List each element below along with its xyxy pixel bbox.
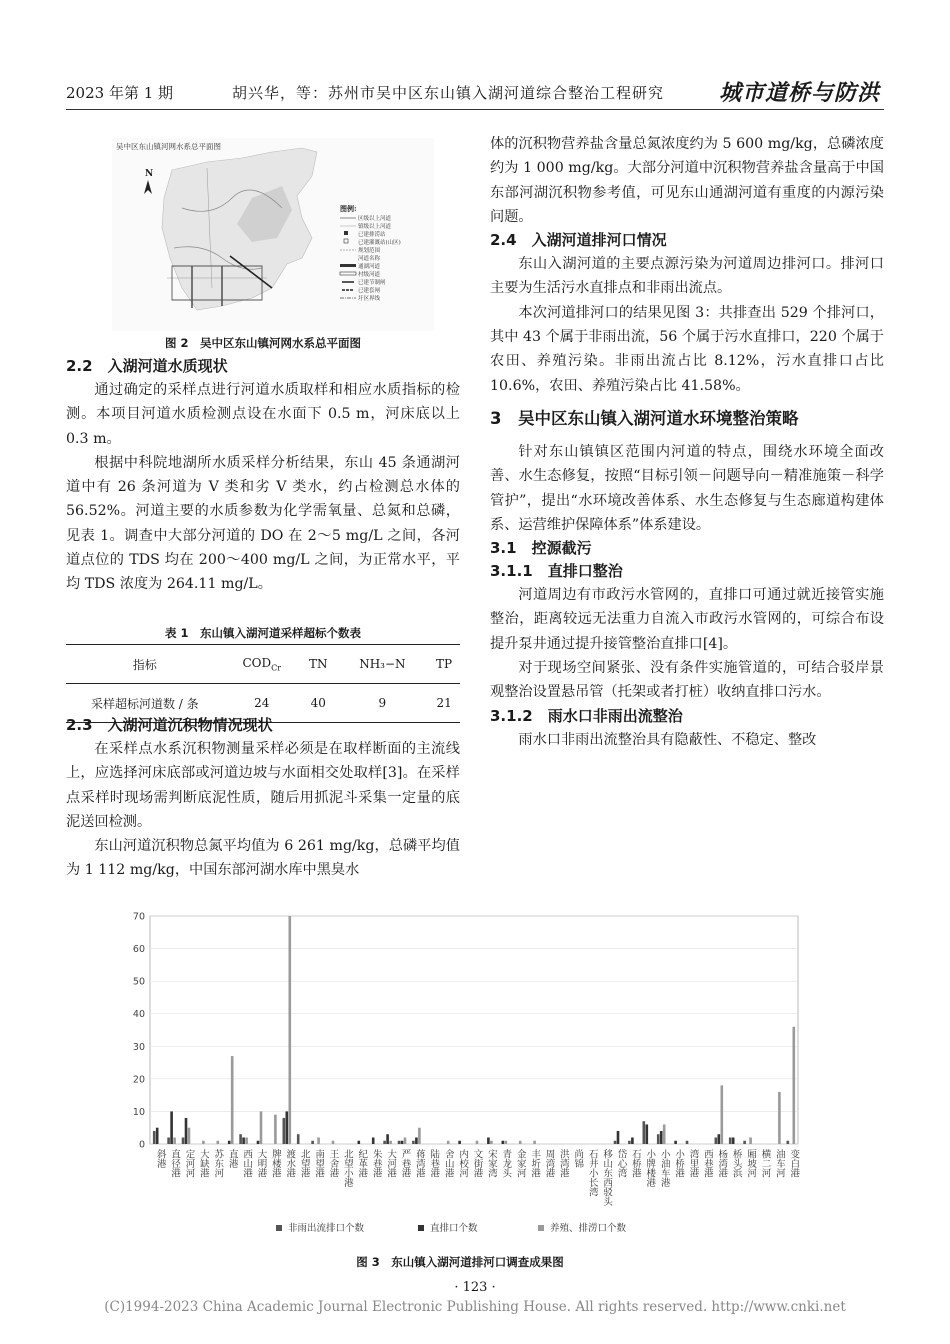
bar-1 <box>398 1141 401 1144</box>
x-tick-label: 尚锦 <box>572 1149 584 1168</box>
left-column-lower <box>66 714 460 883</box>
table-cell: 21 <box>428 684 460 723</box>
bar-2 <box>674 1141 677 1144</box>
x-tick-label: 厢坡河 <box>745 1149 757 1178</box>
section-3-1-2-heading: 3.1.2 雨水口非雨出流整治 <box>490 706 683 725</box>
bar-3 <box>447 1141 450 1144</box>
bar-3 <box>216 1141 219 1144</box>
bar-1 <box>412 1141 415 1144</box>
bar-3 <box>202 1141 205 1144</box>
bar-2 <box>242 1137 245 1144</box>
left-column-upper <box>66 355 460 597</box>
page-number: · 123 · <box>454 1280 496 1295</box>
legend-item: 圩区界线 <box>358 296 381 302</box>
table-header-cell: $COD_{Cr}$ <box>224 645 300 684</box>
bar-2 <box>718 1134 721 1144</box>
legend-label: 非雨出流排口个数 <box>288 1223 365 1234</box>
legend-item: 已建节制闸 <box>358 280 386 286</box>
x-tick-label: 石桥港 <box>629 1149 641 1178</box>
x-tick-label: 移山东西驳头 <box>601 1149 613 1206</box>
bar-2 <box>286 1111 289 1144</box>
bar-1 <box>153 1131 156 1144</box>
section-2-3-heading: 2.3 入湖河道沉积物情况现状 <box>66 716 273 734</box>
map-title: 吴中区东山镇河网水系总平面图 <box>116 142 221 151</box>
x-tick-label: 纪革港 <box>356 1149 368 1178</box>
x-tick-label: 直港 <box>226 1149 238 1168</box>
paragraph: 东山入湖河道的主要点源污染为河道周边排河口。排河口主要为生活污水直排点和非雨出流点。 <box>490 256 884 297</box>
plot-area <box>150 916 798 1144</box>
bar-1 <box>787 1141 790 1144</box>
right-column <box>490 132 884 752</box>
section-3-1-1-heading: 3.1.1 直排口整治 <box>490 562 623 581</box>
bar-1 <box>614 1141 617 1144</box>
journal-issue: 2023 年第 1 期 <box>66 84 174 102</box>
x-tick-label: 横二河 <box>759 1149 771 1178</box>
bar-1 <box>643 1121 646 1144</box>
section-2-2-heading: 2.2 入湖河道水质现状 <box>66 357 228 375</box>
bar-3 <box>389 1141 392 1144</box>
x-tick-label: 南望港 <box>313 1149 325 1178</box>
legend-label: 养殖、排涝口个数 <box>550 1223 627 1234</box>
legend-item: 已建套闸 <box>358 288 381 294</box>
bar-3 <box>720 1085 723 1144</box>
bar-2 <box>372 1137 375 1144</box>
y-tick-label: 40 <box>132 1009 145 1021</box>
bar-3 <box>274 1115 277 1144</box>
paragraph: 河道周边有市政污水管网的，直排口可通过就近接管实施整治，距离较远无法重力自流入市政污水管网的，可综合布设提升泵井通过提升接管整治直排口[4]。 <box>490 587 884 652</box>
table-cell: 40 <box>300 684 337 723</box>
header-rule <box>66 109 884 110</box>
x-tick-label: 大缺港 <box>197 1149 209 1178</box>
paragraph: 针对东山镇镇区范围内河道的特点，围绕水环境全面改善、水生态修复，按照“目标引领－问题导向－精准施策－科学管护”，提出“水环境改善体系、水生态修复与生态廊道构建体系、运营维护保障体系”体系建设。 <box>490 443 884 533</box>
bar-3 <box>778 1092 781 1144</box>
bar-1 <box>743 1141 746 1144</box>
bar-1 <box>283 1118 286 1144</box>
bar-2 <box>415 1137 418 1144</box>
x-tick-label: 小桥港 <box>673 1149 685 1178</box>
bar-2 <box>631 1137 634 1144</box>
legend-title: 图例: <box>340 204 357 213</box>
x-tick-label: 石井小长湾 <box>586 1149 598 1197</box>
y-tick-label: 10 <box>132 1106 145 1118</box>
x-tick-label: 油车河 <box>773 1149 785 1178</box>
x-tick-label: 杨湾港 <box>716 1149 728 1178</box>
bar-3 <box>245 1137 248 1144</box>
running-title: 胡兴华，等：苏州市吴中区东山镇入湖河道综合整治工程研究 <box>232 84 665 102</box>
paragraph: 在采样点水系沉积物测量采样必须是在取样断面的主流线上，应选择河床底部或河道边坡与水面相交处取样[3]。在采样点采样时现场需判断底泥性质，随后用抓泥斗采集一定量的底泥送回检测。 <box>66 741 460 830</box>
bar-3 <box>504 1141 507 1144</box>
bar-1 <box>311 1141 314 1144</box>
bar-3 <box>173 1137 176 1144</box>
figure3-bar-chart <box>118 904 802 1244</box>
x-tick-label: 丰圻港 <box>529 1149 541 1178</box>
bar-3 <box>418 1128 421 1144</box>
copyright-line: (C)1994-2023 China Academic Journal Electronic Publishing House. All rights reserved. http://www.cnki.net <box>104 1299 846 1315</box>
x-tick-label: 小牌楼港 <box>644 1149 656 1187</box>
x-tick-label: 岱心湾 <box>615 1149 627 1178</box>
x-tick-label: 变白港 <box>788 1149 800 1178</box>
x-tick-label: 大明港 <box>255 1149 267 1178</box>
bar-3 <box>317 1137 320 1144</box>
bar-2 <box>156 1128 159 1144</box>
legend-swatch <box>276 1225 282 1231</box>
bar-1 <box>239 1134 242 1144</box>
section-3-heading: 3 吴中区东山镇入湖河道水环境整治策略 <box>490 408 799 428</box>
figure2-map <box>112 138 434 331</box>
legend-swatch <box>538 1225 544 1231</box>
bar-2 <box>660 1131 663 1144</box>
x-tick-label: 牌楼港 <box>269 1149 281 1178</box>
x-tick-label: 王舍港 <box>327 1149 339 1178</box>
x-tick-label: 湾里港 <box>687 1149 699 1178</box>
x-tick-label: 陆巷港 <box>428 1149 440 1178</box>
legend-item: 已建灌溉站(山区) <box>358 240 401 246</box>
bar-3 <box>533 1141 536 1144</box>
x-tick-label: 朱巷港 <box>370 1149 382 1178</box>
bar-2 <box>401 1141 404 1144</box>
bar-2 <box>228 1141 231 1144</box>
north-label: N <box>145 169 154 179</box>
bar-3 <box>231 1056 234 1144</box>
bar-3 <box>260 1111 263 1144</box>
paragraph: 雨水口非雨出流整治具有隐蔽性、不稳定、整改 <box>518 731 817 748</box>
bar-1 <box>657 1134 660 1144</box>
paragraph: 体的沉积物营养盐含量总氮浓度约为 5 600 mg/kg，总磷浓度约为 1 000 mg/kg。大部分河道中沉积物营养盐含量高于中国东部河湖沉积物参考值，可见东山通湖河道有重度的内源污染问题。 <box>490 136 884 225</box>
bar-3 <box>404 1137 407 1144</box>
x-tick-label: 舍山港 <box>442 1149 454 1178</box>
x-tick-label: 严巷港 <box>399 1149 411 1178</box>
bar-3 <box>792 1027 795 1144</box>
x-tick-label: 西巷港 <box>701 1149 713 1178</box>
x-tick-label: 西山港 <box>241 1149 253 1178</box>
table-header-cell: 指标 <box>66 645 224 684</box>
legend-item: 规划范围 <box>358 248 381 254</box>
y-tick-label: 60 <box>132 944 145 956</box>
x-tick-label: 直径港 <box>169 1149 181 1178</box>
table-header-cell: NH₃−N <box>337 645 429 684</box>
bar-2 <box>732 1137 735 1144</box>
bar-2 <box>458 1141 461 1144</box>
legend-item: 区级以上河道 <box>358 216 392 222</box>
x-tick-label: 文街港 <box>471 1149 483 1178</box>
bar-3 <box>288 916 291 1144</box>
bar-1 <box>182 1137 185 1144</box>
paragraph: 本次河道排河口的结果见图 3：共排查出 529 个排河口，其中 43 个属于非雨出流，56 个属于污水直排口，220 个属于农田、养殖污染。非雨出流占比 8.12%，污水直排口占比 10.6%，农田、养殖污染占比 41.58%。 <box>490 304 884 394</box>
bar-2 <box>617 1131 620 1144</box>
y-tick-label: 70 <box>132 911 145 923</box>
bar-3 <box>332 1141 335 1144</box>
x-tick-label: 内校河 <box>457 1149 469 1178</box>
bar-3 <box>519 1141 522 1144</box>
x-tick-label: 宋家湾 <box>485 1149 497 1178</box>
table-header-row <box>66 645 460 684</box>
bar-3 <box>663 1124 666 1144</box>
bar-2 <box>185 1118 188 1144</box>
table-header-cell: TN <box>300 645 337 684</box>
bar-1 <box>715 1137 718 1144</box>
table-cell: 9 <box>337 684 429 723</box>
table1-caption: 表 1 东山镇入湖河道采样超标个数表 <box>164 626 361 640</box>
section-2-4-heading: 2.4 入湖河道排河口情况 <box>490 231 667 250</box>
bar-2 <box>358 1141 361 1144</box>
y-tick-label: 0 <box>138 1139 145 1151</box>
bar-2 <box>170 1111 173 1144</box>
x-tick-label: 大河港 <box>385 1149 397 1178</box>
legend-label: 直排口个数 <box>430 1223 478 1234</box>
table-header-cell: TP <box>428 645 460 684</box>
bar-3 <box>490 1141 493 1144</box>
legend-item: 镇级以上河道 <box>358 224 392 230</box>
x-tick-label: 蒋湾港 <box>413 1149 425 1178</box>
bar-2 <box>502 1141 505 1144</box>
bar-2 <box>646 1124 649 1144</box>
bar-1 <box>383 1141 386 1144</box>
journal-brand: 城市道桥与防洪 <box>718 80 880 106</box>
x-tick-label: 桥头浜 <box>730 1149 742 1178</box>
x-tick-label: 北望小港 <box>341 1149 353 1187</box>
bar-1 <box>167 1137 170 1144</box>
x-tick-label: 金家河 <box>514 1149 526 1178</box>
x-tick-label: 洪湾港 <box>557 1149 569 1178</box>
bar-2 <box>386 1134 389 1144</box>
bar-3 <box>188 1128 191 1144</box>
legend-item: 村级河道 <box>358 272 381 278</box>
x-tick-label: 苏东河 <box>212 1149 224 1178</box>
table-cell: 24 <box>224 684 300 723</box>
section-3-1-heading: 3.1 控源截污 <box>490 539 592 558</box>
figure3-caption: 图 3 东山镇入湖河道排河口调查成果图 <box>356 1255 564 1269</box>
x-tick-label: 小油车港 <box>658 1149 670 1187</box>
table1 <box>66 644 460 723</box>
paragraph: 对于现场空间紧张、没有条件实施管道的，可结合驳岸景观整治设置悬吊管（托架或者打桩）收纳直排口污水。 <box>490 660 884 701</box>
x-tick-label: 渡水港 <box>284 1149 296 1178</box>
x-tick-label: 定河河 <box>183 1149 195 1178</box>
bar-3 <box>749 1137 752 1144</box>
paragraph: 东山河道沉积物总氮平均值为 6 261 mg/kg，总磷平均值为 1 112 mg/kg，中国东部河湖水库中黑臭水 <box>66 838 460 879</box>
legend-item: 已建排涝站 <box>358 232 386 238</box>
paragraph: 通过确定的采样点进行河道水质取样和相应水质指标的检测。本项目河道水质检测点设在水面下 0.5 m，河床底以上 0.3 m。 <box>66 382 460 447</box>
y-tick-label: 50 <box>132 976 145 988</box>
legend-item: 河道名称 <box>358 256 381 262</box>
table-cell: 采样超标河道数 / 条 <box>66 684 224 723</box>
bar-1 <box>729 1137 732 1144</box>
bar-3 <box>476 1141 479 1144</box>
y-tick-label: 20 <box>132 1074 145 1086</box>
x-tick-label: 周湾港 <box>543 1149 555 1178</box>
bar-1 <box>628 1141 631 1144</box>
figure2-caption: 图 2 吴中区东山镇河网水系总平面图 <box>164 336 361 350</box>
x-tick-label: 青龙头 <box>500 1149 512 1178</box>
legend-item: 通湖河道 <box>358 264 381 270</box>
paragraph: 根据中科院地湖所水质采样分析结果，东山 45 条通湖河道中有 26 条河道为 V 类和劣 V 类水，约占检测总水体的 56.52%。河道主要的水质参数为化学需氧量、总氮和总磷，见表 1。调查中大部分河道的 DO 在 2～5 mg/L 之间，各河道点位的 TDS 均在 200～400 mg/L 之间，为正常水平，平均 TDS 浓度为 264.11 mg/L。 <box>66 454 460 593</box>
bar-2 <box>257 1141 260 1144</box>
legend-swatch <box>418 1225 424 1231</box>
bar-2 <box>487 1137 490 1144</box>
bar-1 <box>686 1141 689 1144</box>
x-tick-label: 斜港 <box>154 1149 166 1168</box>
bar-1 <box>297 1134 300 1144</box>
y-tick-label: 30 <box>132 1041 145 1053</box>
x-tick-label: 北望港 <box>298 1149 310 1178</box>
